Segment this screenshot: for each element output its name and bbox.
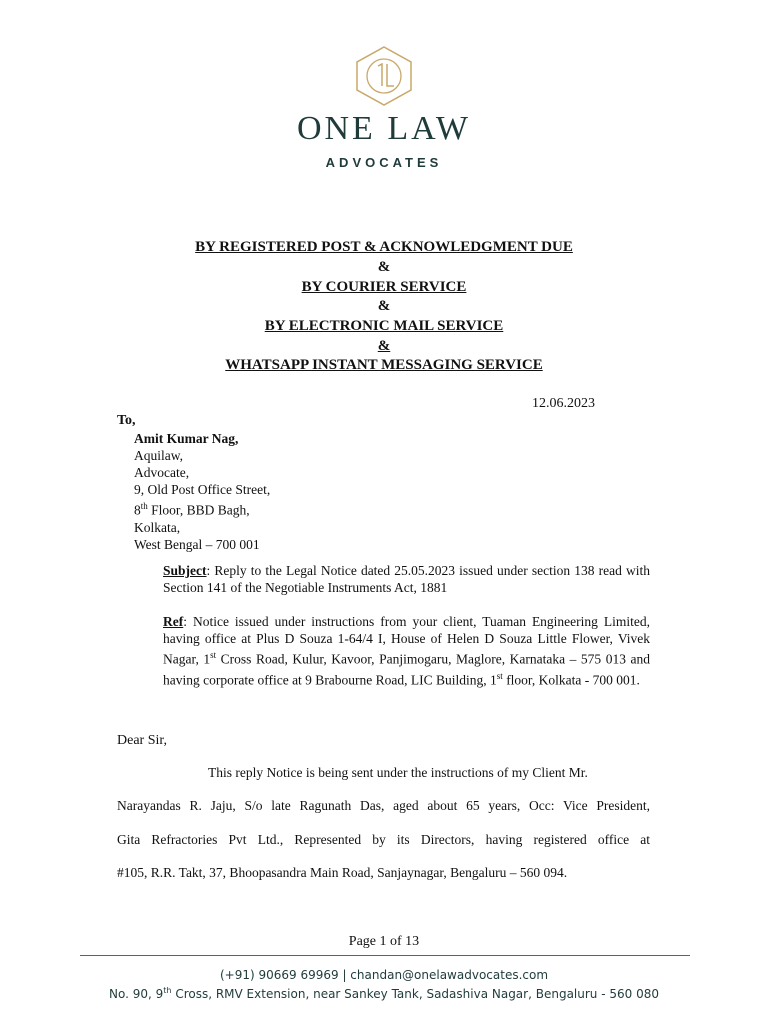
letter-date: 12.06.2023 [532,396,595,411]
recipient-line-2: Advocate, [134,465,190,480]
footer-divider [80,955,690,956]
recipient-line-3: 9, Old Post Office Street, [134,482,271,497]
firm-subtitle: ADVOCATES [325,155,443,170]
subject-paragraph [163,562,650,596]
delivery-amp-3: & [377,338,391,354]
recipient-address [134,430,270,553]
delivery-line-4: WHATSAPP INSTANT MESSAGING SERVICE [225,357,543,373]
subject-label: Subject [163,563,207,578]
delivery-line-1: BY REGISTERED POST & ACKNOWLEDGMENT DUE [195,239,573,255]
delivery-line-2: BY COURIER SERVICE [301,279,467,295]
footer-contact: (+91) 90669 69969 | chandan@onelawadvocates.com [219,968,549,982]
salutation: Dear Sir, [117,733,167,748]
footer-address: No. 90, 9th Cross, RMV Extension, near Sankey Tank, Sadashiva Nagar, Bengaluru - 560 080 [109,986,659,1001]
delivery-amp-1: & [377,259,391,275]
recipient-line-4: 8th Floor, BBD Bagh, [134,501,250,518]
ref-label: Ref [163,614,184,629]
body-line-1: This reply Notice is being sent under the instructions of my Client Mr. [208,765,588,780]
to-label: To, [117,413,136,428]
recipient-name: Amit Kumar Nag, [134,431,239,446]
delivery-line-3: BY ELECTRONIC MAIL SERVICE [264,318,504,334]
recipient-line-5: Kolkata, [134,519,181,535]
firm-name: ONE LAW [296,110,472,147]
page-number: Page 1 of 13 [348,934,420,949]
logo-hexagon-icon [349,44,419,108]
subject-text: : Reply to the Legal Notice dated 25.05.2023 issued under section 138 read with Section 141 of the Negotiable Instruments Act, 1881 [163,563,650,595]
body-line-2: Narayandas R. Jaju, S/o late Ragunath Das, aged about 65 years, Occ: Vice President, [117,798,650,813]
body-line-3: Gita Refractories Pvt Ltd., Represented by its Directors, having registered office at [117,832,650,847]
body-line-4: #105, R.R. Takt, 37, Bhoopasandra Main Road, Sanjaynagar, Bengaluru – 560 094. [117,865,568,880]
ref-paragraph: Ref: Notice issued under instructions from your client, Tuaman Engineering Limited, having office at Plus D Souza 1-64/4 I, House of Helen D Souza Little Flower, Vivek Nagar, 1st Cross Road, Kulur, Kavoor, Panjimogaru, Maglore, Karnataka – 575 013 and having corporate office at 9 Brabourne Road, LIC Building, 1st floor, Kolkata - 700 001. [163,614,650,687]
recipient-line-1: Aquilaw, [134,448,183,463]
delivery-amp-2: & [377,298,391,314]
recipient-line-6: West Bengal – 700 001 [134,536,260,552]
